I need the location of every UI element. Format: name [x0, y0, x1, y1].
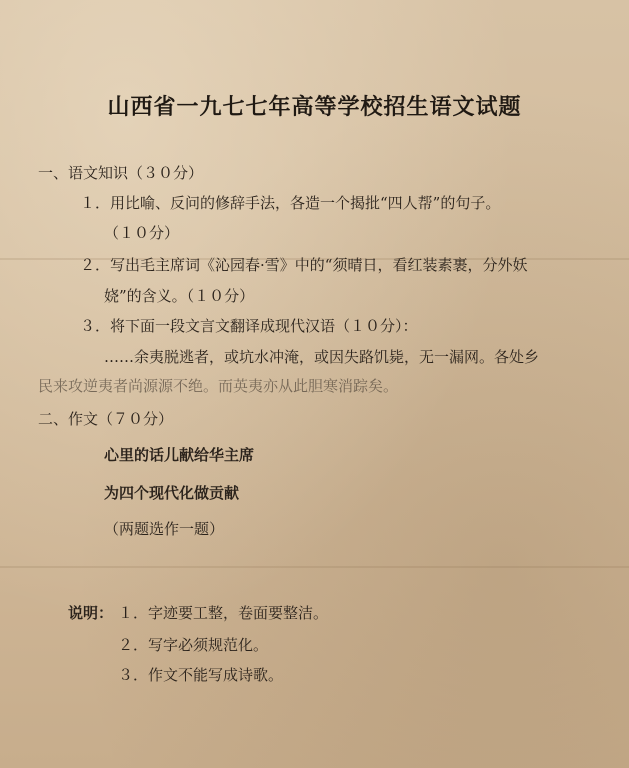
question2-line2: 娆”的含义。（１０分） — [104, 287, 255, 305]
essay-choice-note: （两题选作一题） — [104, 520, 225, 538]
question2-line1: ２．写出毛主席词《沁园春·雪》中的“须晴日，看红装素裹，分外妖 — [80, 256, 528, 274]
paper-fold-line — [0, 566, 629, 568]
question1-line2: （１０分） — [104, 224, 180, 242]
section1-heading: 一、语文知识（３０分） — [38, 164, 204, 182]
question3-passage-line2: 民来攻逆夷者尚源源不绝。而英夷亦从此胆寒消踪矣。 — [38, 377, 399, 395]
section2-heading: 二、作文（７０分） — [38, 410, 174, 428]
notes-label: 说明： — [68, 604, 114, 622]
note-item-3: ３．作文不能写成诗歌。 — [118, 666, 284, 684]
essay-topic-1: 心里的话儿献给华主席 — [104, 446, 255, 464]
note-item-1: １．字迹要工整，卷面要整洁。 — [118, 604, 329, 622]
exam-title: 山西省一九七七年高等学校招生语文试题 — [107, 94, 522, 120]
note-item-2: ２．写字必须规范化。 — [118, 636, 269, 654]
question3-line1: ３．将下面一段文言文翻译成现代汉语（１０分）： — [80, 317, 418, 335]
question1-line1: １．用比喻、反问的修辞手法，各造一个揭批“四人帮”的句子。 — [80, 194, 501, 212]
essay-topic-2: 为四个现代化做贡献 — [104, 484, 240, 502]
question3-passage-line1: ……余夷脱逃者，或坑水冲淹，或因失路饥毙，无一漏网。各处乡 — [104, 348, 540, 366]
